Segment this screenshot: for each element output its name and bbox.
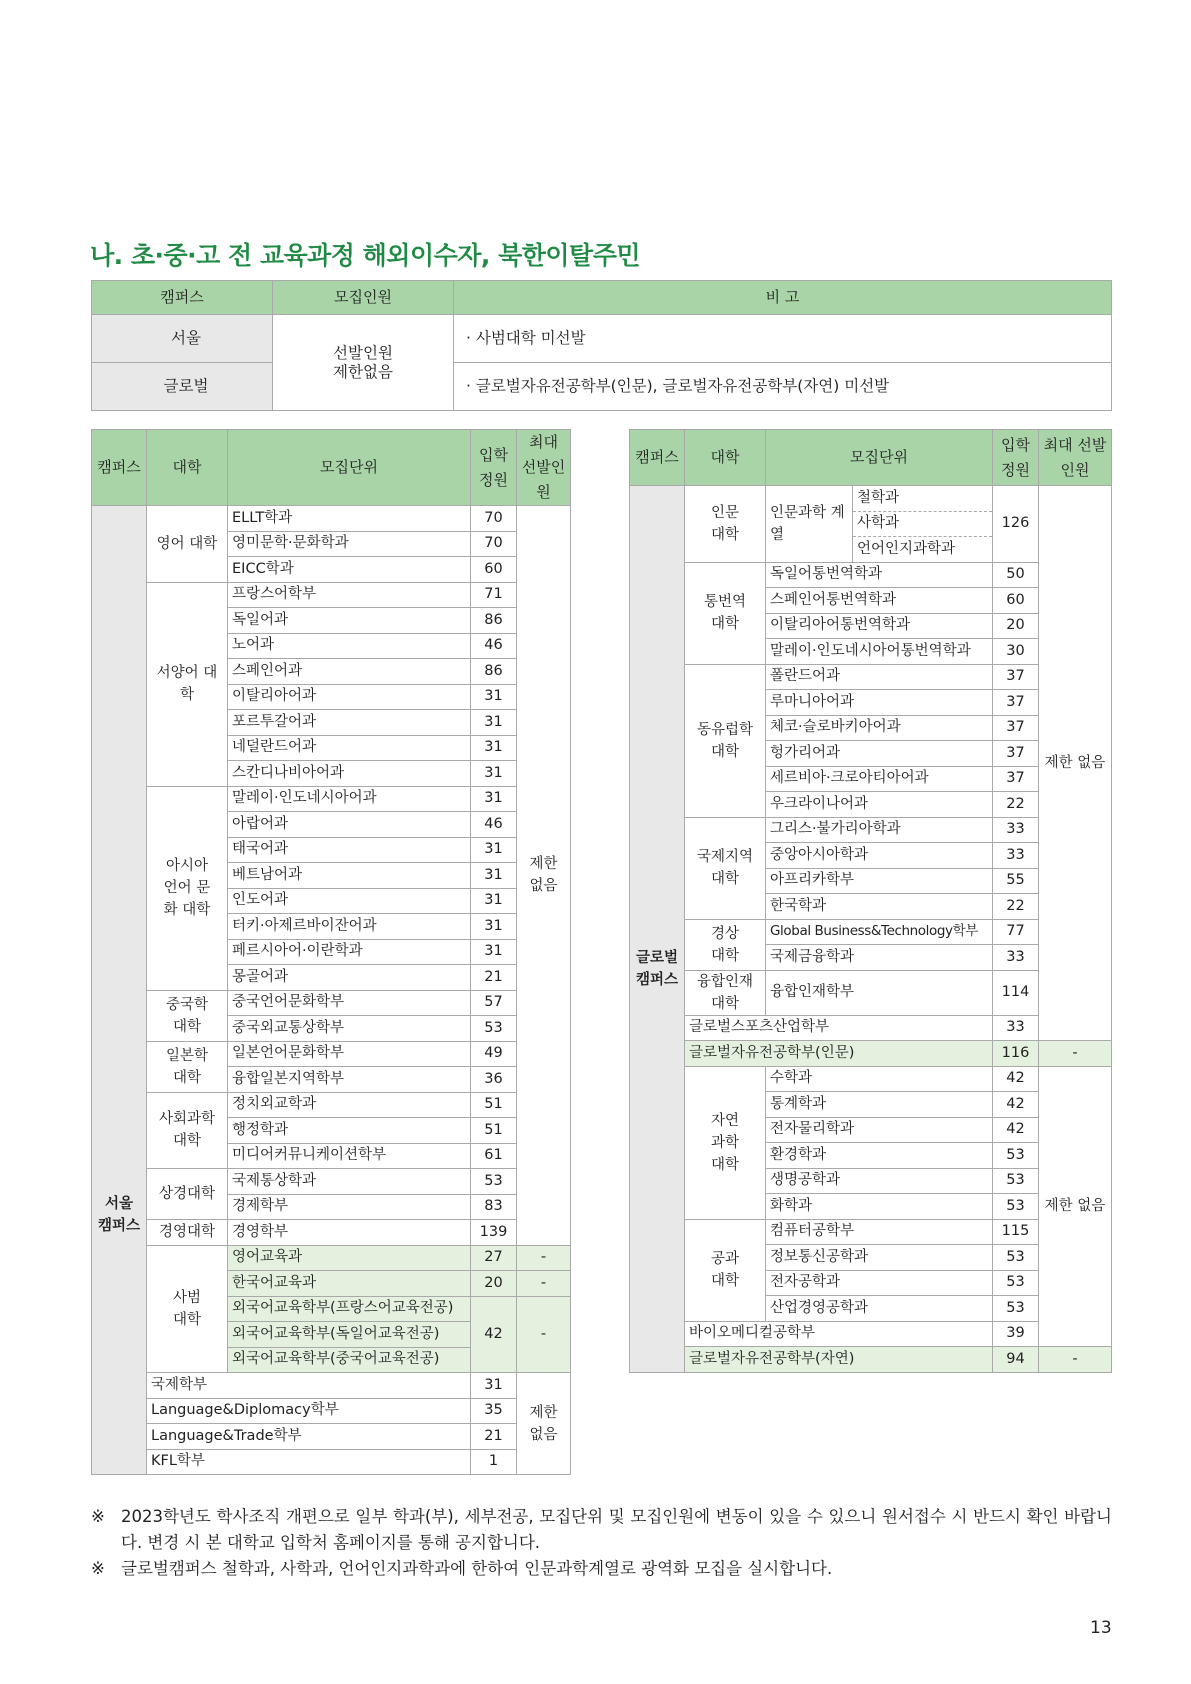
header-unit: 모집단위 — [228, 430, 471, 506]
header-max: 최대 선발인원 — [1039, 430, 1112, 486]
unit-quota: 27 — [471, 1245, 517, 1271]
note-text: 2023학년도 학사조직 개편으로 일부 학과(부), 세부전공, 모집단위 및 모집인원에 변동이 있을 수 있으니 원서접수 시 반드시 확인 바랍니다. 변경 시 본 대학교 입학처 홈페이지를 통해 공지합니다. — [121, 1507, 1112, 1552]
unit-name: 정치외교학과 — [228, 1092, 471, 1118]
unit-name: 스페인어과 — [228, 659, 471, 685]
unit-name: 루마니아어과 — [766, 690, 993, 716]
unit-name: 경제학부 — [228, 1194, 471, 1220]
unit-name: 말레이·인도네시아어과 — [228, 786, 471, 812]
note-mark: ※ — [91, 1559, 105, 1578]
unit-quota: 30 — [993, 639, 1039, 665]
unit-quota: 53 — [993, 1270, 1039, 1296]
max-cell: - — [1039, 1041, 1112, 1067]
unit-name: 포르투갈어과 — [228, 710, 471, 736]
table-row — [92, 990, 571, 1016]
unit-name: 전자물리학과 — [766, 1117, 993, 1143]
unit-name: KFL학부 — [147, 1449, 471, 1475]
table-row — [92, 1424, 571, 1450]
unit-name: 영미문학·문화학과 — [228, 531, 471, 557]
unit-quota: 21 — [471, 965, 517, 991]
unit-name: 네덜란드어과 — [228, 735, 471, 761]
unit-name: 터키·아제르바이잔어과 — [228, 914, 471, 940]
unit-name: 전자공학과 — [766, 1270, 993, 1296]
unit-quota: 51 — [471, 1092, 517, 1118]
unit-quota: 35 — [471, 1398, 517, 1424]
unit-quota: 31 — [471, 888, 517, 914]
table-row — [630, 1041, 1112, 1067]
unit-quota: 31 — [471, 939, 517, 965]
max-cell: 제한 없음 — [517, 1373, 571, 1475]
unit-quota: 1 — [471, 1449, 517, 1475]
unit-name: 경영학부 — [228, 1220, 471, 1246]
header-campus: 캠퍼스 — [92, 281, 273, 315]
unit-name: 글로벌자유전공학부(인문) — [685, 1041, 993, 1067]
unit-quota: 83 — [471, 1194, 517, 1220]
unit-name: 중앙아시아학과 — [766, 843, 993, 869]
unit-name: 독일어통번역학과 — [766, 562, 993, 588]
unit-name: Global Business&Technology학부 — [766, 919, 993, 945]
college-cell: 자연 과학 대학 — [685, 1066, 766, 1219]
college-cell: 공과 대학 — [685, 1219, 766, 1321]
unit-quota: 20 — [471, 1271, 517, 1297]
unit-name: 융합인재학부 — [766, 970, 993, 1015]
unit-name: 행정학과 — [228, 1118, 471, 1144]
unit-quota: 42 — [993, 1092, 1039, 1118]
unit-quota: 33 — [993, 843, 1039, 869]
college-cell: 중국학 대학 — [147, 990, 228, 1041]
unit-name: 체코·슬로바키아어과 — [766, 715, 993, 741]
page-number: 13 — [1090, 1618, 1112, 1638]
unit-quota: 115 — [993, 1219, 1039, 1245]
unit-name: 그리스·불가리아학과 — [766, 817, 993, 843]
unit-name: 컴퓨터공학부 — [766, 1219, 993, 1245]
unit-name: 페르시아어·이란학과 — [228, 939, 471, 965]
unit-name: 태국어과 — [228, 837, 471, 863]
college-cell: 상경대학 — [147, 1169, 228, 1220]
unit-quota: 31 — [471, 1373, 517, 1399]
unit-name: 바이오메디컬공학부 — [685, 1321, 993, 1347]
unit-name: 글로벌자유전공학부(자연) — [685, 1347, 993, 1373]
unit-quota: 60 — [993, 588, 1039, 614]
quota-line1: 선발인원 — [333, 343, 393, 362]
seoul-header-row — [92, 430, 571, 506]
unit-name: 국제학부 — [147, 1373, 471, 1399]
unit-name: 사학과 — [853, 511, 993, 537]
unit-quota: 31 — [471, 786, 517, 812]
unit-quota: 49 — [471, 1041, 517, 1067]
global-table — [629, 429, 1112, 1373]
unit-name: 말레이·인도네시아어통번역학과 — [766, 639, 993, 665]
campus-global: 글로벌 — [92, 363, 273, 411]
unit-name: ELLT학과 — [228, 506, 471, 532]
unit-quota: 71 — [471, 582, 517, 608]
unit-name: 몽골어과 — [228, 965, 471, 991]
max-cell: 제한 없음 — [1039, 486, 1112, 1041]
note-text: 글로벌캠퍼스 철학과, 사학과, 언어인지과학과에 한하여 인문과학계열로 광역화 모집을 실시합니다. — [121, 1559, 833, 1578]
unit-quota: 31 — [471, 914, 517, 940]
unit-name: 아프리카학부 — [766, 868, 993, 894]
table-row — [630, 1066, 1112, 1092]
unit-quota: 33 — [993, 945, 1039, 971]
college-cell: 사범 대학 — [147, 1245, 228, 1373]
unit-quota: 53 — [993, 1194, 1039, 1220]
table-row — [630, 486, 1112, 512]
unit-quota: 139 — [471, 1220, 517, 1246]
unit-quota: 42 — [993, 1117, 1039, 1143]
unit-quota: 86 — [471, 659, 517, 685]
unit-quota: 21 — [471, 1424, 517, 1450]
header-college: 대학 — [685, 430, 766, 486]
unit-quota: 31 — [471, 710, 517, 736]
unit-name: Language&Trade학부 — [147, 1424, 471, 1450]
quota-cell — [273, 315, 454, 411]
summary-header-row — [92, 281, 1112, 315]
header-unit: 모집단위 — [766, 430, 993, 486]
college-cell: 융합인재 대학 — [685, 970, 766, 1015]
unit-name: 이탈리아어과 — [228, 684, 471, 710]
unit-quota: 42 — [993, 1066, 1039, 1092]
college-cell: 인문 대학 — [685, 486, 766, 563]
unit-name: 스페인어통번역학과 — [766, 588, 993, 614]
unit-quota: 42 — [471, 1296, 517, 1373]
unit-name: 베트남어과 — [228, 863, 471, 889]
unit-name: 헝가리어과 — [766, 741, 993, 767]
unit-name: 글로벌스포츠산업학부 — [685, 1015, 993, 1041]
summary-row-global — [92, 363, 1112, 411]
unit-quota: 53 — [471, 1016, 517, 1042]
unit-quota: 53 — [471, 1169, 517, 1195]
unit-name: EICC학과 — [228, 557, 471, 583]
table-row — [630, 1347, 1112, 1373]
unit-name: 영어교육과 — [228, 1245, 471, 1271]
college-cell: 경영대학 — [147, 1220, 228, 1246]
unit-quota: 37 — [993, 766, 1039, 792]
header-campus: 캠퍼스 — [92, 430, 147, 506]
header-quota: 모집인원 — [273, 281, 454, 315]
header-quota: 입학 정원 — [993, 430, 1039, 486]
unit-quota: 36 — [471, 1067, 517, 1093]
college-cell: 동유럽학 대학 — [685, 664, 766, 817]
college-cell: 사회과학 대학 — [147, 1092, 228, 1169]
table-row — [92, 1041, 571, 1067]
unit-name: 노어과 — [228, 633, 471, 659]
unit-name: 통계학과 — [766, 1092, 993, 1118]
unit-name: 중국외교통상학부 — [228, 1016, 471, 1042]
unit-quota: 39 — [993, 1321, 1039, 1347]
unit-quota: 33 — [993, 1015, 1039, 1041]
unit-quota: 46 — [471, 812, 517, 838]
unit-name: 세르비아·크로아티아어과 — [766, 766, 993, 792]
unit-quota: 37 — [993, 715, 1039, 741]
unit-name: 외국어교육학부(프랑스어교육전공) — [228, 1296, 471, 1322]
header-quota: 입학 정원 — [471, 430, 517, 506]
table-row — [92, 1373, 571, 1399]
unit-name: 융합일본지역학부 — [228, 1067, 471, 1093]
unit-name: 국제통상학과 — [228, 1169, 471, 1195]
unit-name: 아랍어과 — [228, 812, 471, 838]
unit-name: 인도어과 — [228, 888, 471, 914]
campus-cell: 서울 캠퍼스 — [92, 506, 147, 1475]
unit-quota: 55 — [993, 868, 1039, 894]
unit-quota: 57 — [471, 990, 517, 1016]
header-college: 대학 — [147, 430, 228, 506]
college-cell: 영어 대학 — [147, 506, 228, 583]
note-global: · 글로벌자유전공학부(인문), 글로벌자유전공학부(자연) 미선발 — [454, 363, 1112, 411]
unit-name: 프랑스어학부 — [228, 582, 471, 608]
unit-quota: 22 — [993, 894, 1039, 920]
college-cell: 국제지역 대학 — [685, 817, 766, 919]
unit-quota: 114 — [993, 970, 1039, 1015]
unit-name: 철학과 — [853, 486, 993, 512]
unit-name: 산업경영공학과 — [766, 1296, 993, 1322]
unit-name: Language&Diplomacy학부 — [147, 1398, 471, 1424]
unit-quota: 31 — [471, 684, 517, 710]
college-cell: 서양어 대학 — [147, 582, 228, 786]
unit-quota: 37 — [993, 741, 1039, 767]
college-cell: 일본학 대학 — [147, 1041, 228, 1092]
campus-cell: 글로벌 캠퍼스 — [630, 486, 685, 1373]
unit-name: 이탈리아어통번역학과 — [766, 613, 993, 639]
unit-name: 언어인지과학과 — [853, 537, 993, 563]
max-cell: - — [517, 1245, 571, 1271]
unit-quota: 70 — [471, 531, 517, 557]
table-row — [92, 582, 571, 608]
unit-name: 스칸디나비아어과 — [228, 761, 471, 787]
table-row — [92, 1398, 571, 1424]
unit-name: 화학과 — [766, 1194, 993, 1220]
unit-name: 폴란드어과 — [766, 664, 993, 690]
unit-name: 한국어교육과 — [228, 1271, 471, 1297]
table-row — [92, 1169, 571, 1195]
unit-quota: 33 — [993, 817, 1039, 843]
header-note: 비 고 — [454, 281, 1112, 315]
unit-name: 미디어커뮤니케이션학부 — [228, 1143, 471, 1169]
college-cell: 아시아 언어 문화 대학 — [147, 786, 228, 990]
unit-name: 한국학과 — [766, 894, 993, 920]
unit-name: 정보통신공학과 — [766, 1245, 993, 1271]
header-max: 최대 선발인원 — [517, 430, 571, 506]
unit-quota: 22 — [993, 792, 1039, 818]
unit-quota: 31 — [471, 735, 517, 761]
table-row — [92, 1449, 571, 1475]
section-title: 나. 초·중·고 전 교육과정 해외이수자, 북한이탈주민 — [90, 241, 641, 270]
table-row — [92, 1220, 571, 1246]
table-row — [92, 786, 571, 812]
global-header-row — [630, 430, 1112, 486]
note-mark: ※ — [91, 1507, 105, 1526]
unit-quota: 31 — [471, 761, 517, 787]
max-cell: 제한 없음 — [517, 506, 571, 1246]
unit-quota: 70 — [471, 506, 517, 532]
unit-quota: 51 — [471, 1118, 517, 1144]
unit-quota: 53 — [993, 1245, 1039, 1271]
seoul-table — [91, 429, 571, 1475]
unit-quota: 61 — [471, 1143, 517, 1169]
summary-row-seoul — [92, 315, 1112, 363]
unit-quota: 60 — [471, 557, 517, 583]
footnote-2 — [91, 1556, 1112, 1582]
footnotes — [91, 1504, 1112, 1582]
unit-quota: 37 — [993, 664, 1039, 690]
unit-name: 외국어교육학부(중국어교육전공) — [228, 1347, 471, 1373]
unit-name: 일본언어문화학부 — [228, 1041, 471, 1067]
unit-quota: 31 — [471, 837, 517, 863]
unit-quota: 116 — [993, 1041, 1039, 1067]
table-row — [92, 1092, 571, 1118]
unit-name: 우크라이나어과 — [766, 792, 993, 818]
unit-quota: 46 — [471, 633, 517, 659]
max-cell: - — [1039, 1347, 1112, 1373]
series-cell: 인문과학 계열 — [766, 486, 853, 563]
unit-quota: 86 — [471, 608, 517, 634]
unit-name: 환경학과 — [766, 1143, 993, 1169]
unit-name: 국제금융학과 — [766, 945, 993, 971]
unit-quota: 37 — [993, 690, 1039, 716]
college-cell: 통번역 대학 — [685, 562, 766, 664]
unit-name: 생명공학과 — [766, 1168, 993, 1194]
unit-name: 독일어과 — [228, 608, 471, 634]
campus-seoul: 서울 — [92, 315, 273, 363]
unit-quota: 53 — [993, 1168, 1039, 1194]
table-row — [92, 506, 571, 532]
unit-quota: 126 — [993, 486, 1039, 563]
unit-name: 수학과 — [766, 1066, 993, 1092]
max-cell: - — [517, 1296, 571, 1373]
summary-table — [91, 280, 1112, 411]
unit-quota: 31 — [471, 863, 517, 889]
college-cell: 경상 대학 — [685, 919, 766, 970]
footnote-1 — [91, 1504, 1112, 1556]
unit-quota: 50 — [993, 562, 1039, 588]
unit-name: 중국언어문화학부 — [228, 990, 471, 1016]
unit-quota: 53 — [993, 1143, 1039, 1169]
max-cell: - — [517, 1271, 571, 1297]
unit-name: 외국어교육학부(독일어교육전공) — [228, 1322, 471, 1348]
header-campus: 캠퍼스 — [630, 430, 685, 486]
unit-quota: 94 — [993, 1347, 1039, 1373]
unit-quota: 20 — [993, 613, 1039, 639]
unit-quota: 53 — [993, 1296, 1039, 1322]
table-row — [92, 1245, 571, 1271]
unit-quota: 77 — [993, 919, 1039, 945]
quota-line2: 제한없음 — [333, 362, 393, 381]
note-seoul: · 사범대학 미선발 — [454, 315, 1112, 363]
max-cell: 제한 없음 — [1039, 1066, 1112, 1347]
